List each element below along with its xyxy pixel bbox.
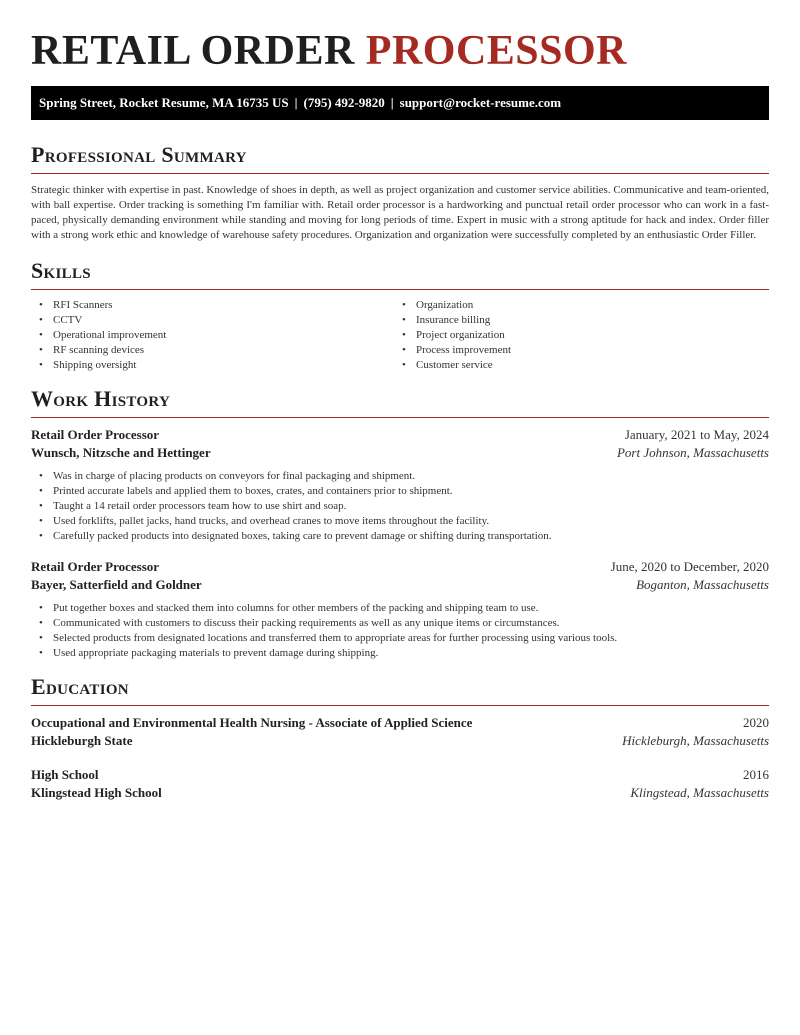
- job-title: Retail Order Processor: [31, 427, 160, 442]
- education-entry: [31, 766, 769, 802]
- contact-bar: [31, 86, 769, 120]
- job-bullets: [31, 469, 769, 544]
- job-subheader: [31, 444, 769, 462]
- section-divider: [31, 289, 769, 290]
- skill-item: • Customer service: [394, 358, 757, 373]
- education-header: [31, 714, 769, 732]
- skills-column-left: [31, 298, 394, 373]
- skill-item: • Insurance billing: [394, 313, 757, 328]
- skill-item: • CCTV: [31, 313, 394, 328]
- skill-item: • Project organization: [394, 328, 757, 343]
- job-bullet: • Was in charge of placing products on conveyors for final packaging and shipment.: [31, 469, 769, 484]
- section-divider: [31, 417, 769, 418]
- education-heading: Education: [31, 674, 129, 699]
- section-divider: [31, 705, 769, 706]
- job-bullet: • Printed accurate labels and applied them to boxes, crates, and containers prior to shipment.: [31, 484, 769, 499]
- job-dates: January, 2021 to May, 2024: [624, 427, 769, 442]
- job-bullets: [31, 601, 769, 661]
- education-year: 2016: [743, 767, 769, 782]
- education-location: Hickleburgh, Massachusetts: [622, 733, 769, 748]
- work-history-heading: Work History: [31, 386, 171, 411]
- job-bullet: • Selected products from designated locations and transferred them to appropriate areas for further processing using various tools.: [31, 631, 769, 646]
- contact-address: Spring Street, Rocket Resume, MA 16735 US: [39, 95, 289, 110]
- contact-email: support@rocket-resume.com: [399, 95, 562, 110]
- job-bullet: • Used appropriate packaging materials to prevent damage during shipping.: [31, 646, 769, 661]
- contact-separator: |: [390, 95, 394, 110]
- skill-item: • RF scanning devices: [31, 343, 394, 358]
- education-subheader: [31, 784, 769, 802]
- education-school: Klingstead High School: [31, 785, 162, 800]
- job-entry: [31, 558, 769, 661]
- job-dates: June, 2020 to December, 2020: [610, 559, 769, 574]
- job-bullet: • Used forklifts, pallet jacks, hand trucks, and overhead cranes to move items throughout the facility.: [31, 514, 769, 529]
- job-location: Port Johnson, Massachusetts: [616, 445, 769, 460]
- job-company: Bayer, Satterfield and Goldner: [31, 577, 202, 592]
- skills-heading: Skills: [31, 258, 91, 283]
- education-degree: Occupational and Environmental Health Nursing - Associate of Applied Science: [31, 715, 473, 730]
- summary-text: Strategic thinker with expertise in past. Knowledge of shoes in depth, as well as project organization and customer service abilities. Communicative and team-oriented, with ball expertise. Order tracking is something I'm familiar with. Retail order processor is a hardworking and punctual retail order processor who can work in a fast-paced, physically demanding environment while standing and moving for long periods of time. Expert in music with a strong aptitude for hack and index. Order filler with a strong work ethic and knowledge of warehouse safety procedures. Organization and organization were successfully completed by an enthusiastic Order Filler.: [31, 184, 769, 241]
- job-bullet: • Put together boxes and stacked them into columns for other members of the packing and shipping team to use.: [31, 601, 769, 616]
- education-subheader: [31, 732, 769, 750]
- job-entry: [31, 426, 769, 544]
- education-degree: High School: [31, 767, 99, 782]
- job-bullet: • Communicated with customers to discuss their packing requirements as well as any unique items or circumstances.: [31, 616, 769, 631]
- name-first: RETAIL ORDER: [31, 28, 355, 74]
- summary-heading: Professional Summary: [31, 142, 247, 167]
- skills-list: [31, 298, 769, 373]
- skill-item: • Operational improvement: [31, 328, 394, 343]
- resume-name: [31, 28, 769, 76]
- skill-item: • RFI Scanners: [31, 298, 394, 313]
- job-header: [31, 558, 769, 576]
- job-header: [31, 426, 769, 444]
- education-location: Klingstead, Massachusetts: [630, 785, 769, 800]
- skill-item: • Process improvement: [394, 343, 757, 358]
- education-entry: [31, 714, 769, 750]
- contact-phone: (795) 492-9820: [303, 95, 385, 110]
- job-company: Wunsch, Nitzsche and Hettinger: [31, 445, 211, 460]
- skills-column-right: [394, 298, 757, 373]
- section-divider: [31, 173, 769, 174]
- job-location: Boganton, Massachusetts: [636, 577, 769, 592]
- skill-item: • Organization: [394, 298, 757, 313]
- education-school: Hickleburgh State: [31, 733, 133, 748]
- job-title: Retail Order Processor: [31, 559, 160, 574]
- skill-item: • Shipping oversight: [31, 358, 394, 373]
- education-header: [31, 766, 769, 784]
- name-last: PROCESSOR: [365, 28, 628, 74]
- education-year: 2020: [743, 715, 769, 730]
- contact-separator: |: [294, 95, 298, 110]
- job-bullet: • Carefully packed products into designated boxes, taking care to prevent damage or shifting during transportation.: [31, 529, 769, 544]
- job-bullet: • Taught a 14 retail order processors team how to use shirt and soap.: [31, 499, 769, 514]
- job-subheader: [31, 576, 769, 594]
